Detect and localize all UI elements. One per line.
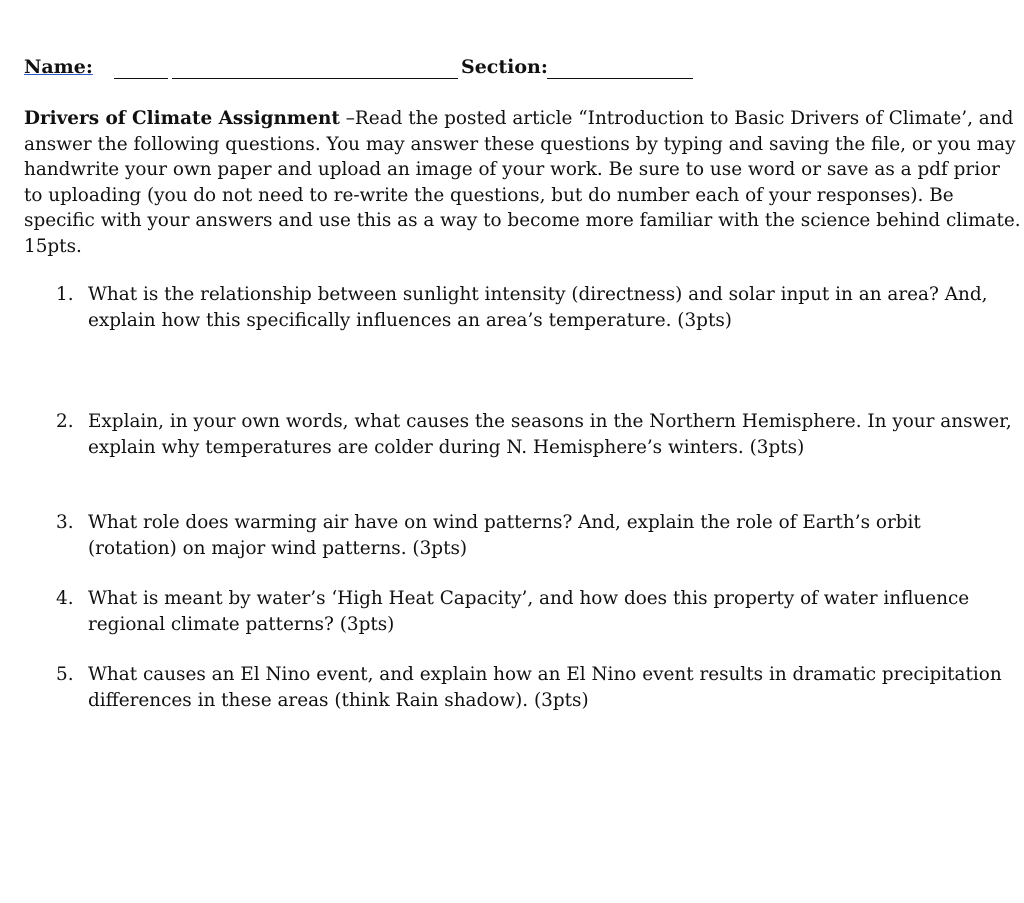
question-line: (rotation) on major wind patterns. (3pts) [88, 538, 468, 559]
name-blank-long [172, 60, 458, 79]
header [24, 54, 684, 82]
question-line: What role does warming air have on wind patterns? And, explain the role of Earth’s orbit [88, 512, 921, 533]
assignment-title: Drivers of Climate Assignment [24, 108, 340, 129]
assignment-intro [24, 106, 1021, 259]
intro-line-4: to uploading (you do not need to re-write the questions, but do number each of your responses). Be [24, 184, 954, 206]
question-number: 1. [56, 284, 74, 305]
intro-line-6: 15pts. [24, 235, 82, 257]
intro-line-2: answer the following questions. You may answer these questions by typing and saving the file, or you may [24, 133, 1016, 155]
question-line: regional climate patterns? (3pts) [88, 614, 395, 635]
question-text [88, 662, 1008, 714]
question-line: explain how this specifically influences an area’s temperature. (3pts) [88, 310, 732, 331]
intro-text-1: –Read the posted article “Introduction to Basic Drivers of Climate’, and [339, 108, 1014, 129]
question-number: 5. [56, 664, 74, 685]
question-text [88, 282, 1008, 334]
section-blank [547, 60, 693, 79]
question-text [88, 510, 1008, 562]
question-line: Explain, in your own words, what causes the seasons in the Northern Hemisphere. In your answer, [88, 411, 1012, 432]
intro-line-5: specific with your answers and use this as a way to become more familiar with the science behind climate. [24, 210, 1021, 231]
intro-line-3: handwrite your own paper and upload an image of your work. Be sure to use word or save as a pdf prior [24, 159, 1000, 180]
question-number: 2. [56, 411, 74, 432]
question-line: What is meant by water’s ‘High Heat Capacity’, and how does this property of water influence [88, 588, 970, 609]
name-label: Name: [24, 56, 93, 78]
question-number: 4. [56, 588, 74, 609]
question-text [88, 586, 1008, 638]
question-line: explain why temperatures are colder during N. Hemisphere’s winters. (3pts) [88, 437, 805, 458]
question-line: differences in these areas (think Rain shadow). (3pts) [88, 690, 589, 711]
intro-line-1 [24, 106, 1014, 132]
name-blank-short [114, 60, 168, 79]
section-label: Section: [461, 56, 548, 78]
question-line: What causes an El Nino event, and explain how an El Nino event results in dramatic precipitation [88, 664, 1002, 685]
question-text [88, 409, 1012, 461]
question-line: What is the relationship between sunlight intensity (directness) and solar input in an area? And, [88, 284, 988, 305]
question-number: 3. [56, 512, 74, 533]
